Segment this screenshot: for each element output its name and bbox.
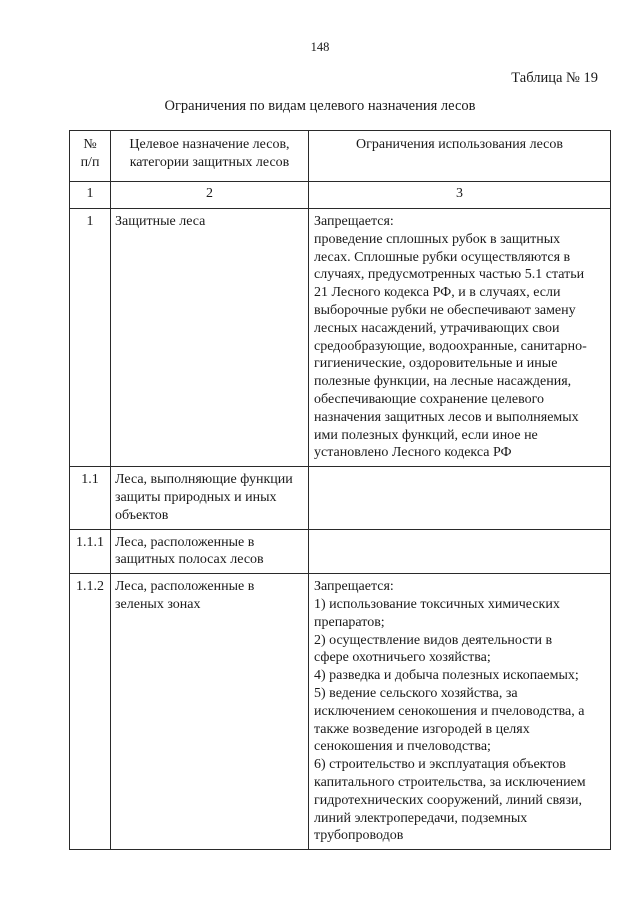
- text-line: Леса, выполняющие функции: [115, 472, 293, 488]
- table-label: Таблица № 19: [511, 70, 598, 86]
- column-number: 2: [111, 182, 309, 209]
- row-restrictions: [309, 209, 611, 467]
- text-line: защитных полосах лесов: [115, 552, 264, 568]
- text-line: Защитные леса: [115, 214, 206, 229]
- text-line: препаратов;: [314, 614, 385, 630]
- text-line: выборочные рубки не обеспечивают замену: [314, 302, 576, 318]
- header-number: [70, 131, 111, 182]
- text-line: случаях, предусмотренных частью 5.1 статьи: [314, 267, 585, 283]
- row-restrictions: [309, 529, 611, 574]
- text-line: обеспечивающие сохранение целевого: [314, 391, 544, 407]
- row-restrictions: [309, 574, 611, 850]
- text-line: категории защитных лесов: [129, 154, 290, 170]
- text-line: гигиенические, оздоровительные и иные: [314, 356, 558, 372]
- text-line: 2) осуществление видов деятельности в: [314, 632, 553, 648]
- column-number: 3: [309, 182, 611, 209]
- text-line: п/п: [80, 154, 100, 170]
- table-header-row: [70, 131, 611, 182]
- row-number: 1.1.2: [70, 574, 111, 850]
- row-purpose: [111, 529, 309, 574]
- column-number: 1: [70, 182, 111, 209]
- text-line: средообразующие, водоохранные, санитарно-: [314, 338, 587, 354]
- text-line: лесах. Сплошные рубки осуществляются в: [314, 249, 571, 265]
- row-number: 1: [70, 209, 111, 467]
- text-line: защиты природных и иных: [115, 489, 277, 505]
- table-row: [70, 574, 611, 850]
- text-line: Леса, расположенные в: [115, 534, 255, 550]
- text-line: №: [83, 137, 97, 152]
- text-line: установлено Лесного кодекса РФ: [314, 445, 512, 461]
- text-line: назначения защитных лесов и выполняемых: [314, 409, 579, 425]
- row-restrictions: [309, 467, 611, 529]
- text-line: Леса, расположенные в: [115, 579, 255, 595]
- text-line: Запрещается:: [314, 214, 394, 229]
- text-line: сфере охотничьего хозяйства;: [314, 650, 491, 666]
- text-line: проведение сплошных рубок в защитных: [314, 231, 561, 247]
- row-number: 1.1.1: [70, 529, 111, 574]
- table-row: [70, 209, 611, 467]
- text-line: 6) строительство и эксплуатация объектов: [314, 757, 566, 773]
- text-line: также возведение изгородей в целях: [314, 721, 530, 737]
- text-line: 21 Лесного кодекса РФ, и в случаях, если: [314, 285, 561, 301]
- page-number: 148: [310, 40, 330, 54]
- table-row: [70, 529, 611, 574]
- row-purpose: [111, 467, 309, 529]
- text-line: 5) ведение сельского хозяйства, за: [314, 685, 518, 701]
- text-line: объектов: [115, 507, 169, 523]
- text-line: полезные функции, на лесные насаждения,: [314, 374, 572, 390]
- text-line: зеленых зонах: [115, 596, 201, 612]
- header-purpose: [111, 131, 309, 182]
- text-line: трубопроводов: [314, 828, 404, 844]
- header-restrictions: [309, 131, 611, 182]
- text-line: 4) разведка и добыча полезных ископаемых;: [314, 668, 579, 684]
- row-number: 1.1: [70, 467, 111, 529]
- text-line: 1) использование токсичных химических: [314, 596, 560, 612]
- restrictions-table: [69, 130, 611, 850]
- text-line: капитального строительства, за исключением: [314, 774, 586, 790]
- text-line: лесных насаждений, утрачивающих свои: [314, 320, 560, 336]
- table-title: Ограничения по видам целевого назначения лесов: [164, 98, 476, 114]
- row-purpose: [111, 209, 309, 467]
- text-line: сенокошения и пчеловодства;: [314, 739, 491, 755]
- text-line: линий электропередачи, подземных: [314, 810, 528, 826]
- text-line: Ограничения использования лесов: [356, 137, 563, 152]
- text-line: гидротехнических сооружений, линий связи,: [314, 792, 582, 808]
- column-number-row: [70, 182, 611, 209]
- text-line: Запрещается:: [314, 579, 394, 595]
- row-purpose: [111, 574, 309, 850]
- text-line: исключением сенокошения и пчеловодства, а: [314, 703, 585, 719]
- text-line: Целевое назначение лесов,: [129, 137, 290, 152]
- text-line: ими полезных функций, если иное не: [314, 427, 538, 443]
- table-row: [70, 467, 611, 529]
